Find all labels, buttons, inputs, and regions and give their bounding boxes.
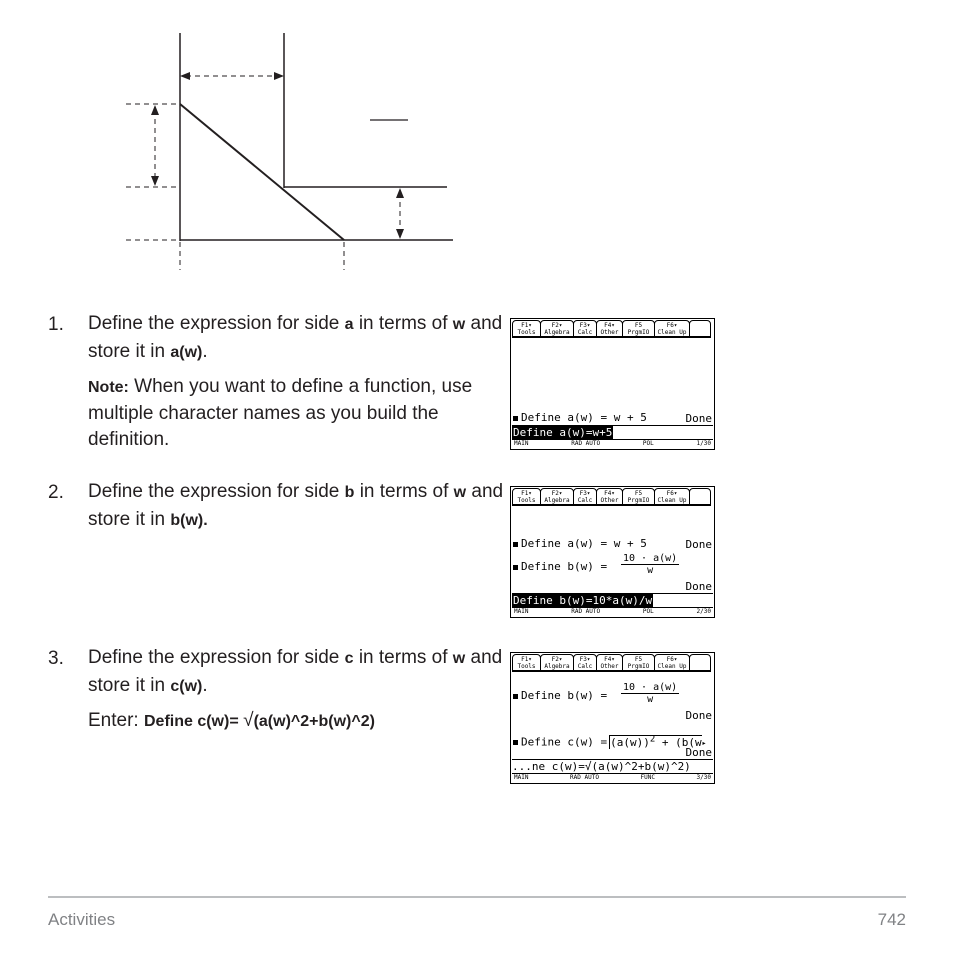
calculator-screen-3 (510, 652, 715, 784)
tab-f3-calc[interactable]: F3▾ Calc (573, 488, 597, 506)
step-3-number: 3. (48, 648, 64, 669)
status-bar: MAIN RAD AUTO POL 2/30 (514, 608, 711, 615)
step-3-text: Define the expression for side c in terms of w and store it in c(w). (88, 647, 503, 696)
triangle-diagram (120, 28, 460, 273)
footer-section: Activities (48, 910, 116, 929)
arrowhead-down-right (396, 229, 404, 239)
tab-f4-other[interactable]: F4▾ Other (596, 320, 623, 338)
sqrt-radical-icon: $(a(w))^2 + (b(w$ (610, 734, 702, 749)
tab-f4-other[interactable]: F4▾ Other (596, 488, 623, 506)
history-line-1: Define b(w) = (513, 690, 607, 702)
function-toolbar (512, 488, 713, 508)
tab-f2-algebra[interactable]: F2▾ Algebra (540, 488, 574, 506)
sqrt-symbol: √ (243, 710, 254, 731)
step-2-number: 2. (48, 482, 64, 503)
step-3-enter: Enter: Define c(w)= √(a(w)^2+b(w)^2) (88, 710, 375, 731)
status-bar: MAIN RAD AUTO POL 1/30 (514, 440, 711, 447)
scroll-right-icon: ▸ (701, 738, 707, 748)
calculator-screen-1 (510, 318, 715, 450)
tab-f2-algebra[interactable]: F2▾ Algebra (540, 320, 574, 338)
tab-f4-other[interactable]: F4▾ Other (596, 654, 623, 672)
tab-f3-calc[interactable]: F3▾ Calc (573, 654, 597, 672)
done-label-1: Done (685, 538, 712, 551)
page-number: 742 (877, 910, 906, 929)
done-label-2: Done (685, 746, 712, 759)
tab-f5-prgmio[interactable]: F5 PrgmIO (622, 654, 655, 672)
history-line-2: Define b(w) = (513, 561, 607, 573)
function-toolbar (512, 320, 713, 340)
step-1-note: Note: When you want to define a function, use multiple character names as you build the definition. (88, 376, 473, 450)
tab-f1-tools[interactable]: F1▾ Tools (512, 488, 541, 506)
diagonal-line (180, 104, 344, 240)
arrowhead-right (274, 72, 284, 80)
step-1-number: 1. (48, 314, 64, 335)
entry-line[interactable]: Define b(w)=10*a(w)/w (512, 593, 713, 608)
tab-f6-cleanup[interactable]: F6▾ Clean Up (654, 320, 690, 338)
entry-line[interactable]: ...ne c(w)=√(a(w)^2+b(w)^2) (512, 759, 713, 774)
arrowhead-down-left (151, 176, 159, 186)
tab-blank (689, 320, 711, 338)
arrowhead-up-left (151, 105, 159, 115)
arrowhead-left (180, 72, 190, 80)
tab-f6-cleanup[interactable]: F6▾ Clean Up (654, 654, 690, 672)
tab-f6-cleanup[interactable]: F6▾ Clean Up (654, 488, 690, 506)
tab-f1-tools[interactable]: F1▾ Tools (512, 320, 541, 338)
function-toolbar (512, 654, 713, 674)
history-line-2: Define $c(w) = (a(w))^2$ + (b(w▸ (513, 733, 706, 750)
history-line: Define a(w) = w + 5 (513, 412, 647, 424)
step-2-text: Define the expression for side b in terms of w and store it in b(w). (88, 481, 504, 530)
done-label-2: Done (685, 580, 712, 593)
step-1-text: Define the expression for side a in terms of w and store it in a(w). (88, 313, 503, 362)
tab-f2-algebra[interactable]: F2▾ Algebra (540, 654, 574, 672)
status-bar: MAIN RAD AUTO FUNC 3/30 (514, 774, 711, 781)
tab-f3-calc[interactable]: F3▾ Calc (573, 320, 597, 338)
footer-rule (48, 896, 906, 898)
done-label-1: Done (685, 709, 712, 722)
tab-f5-prgmio[interactable]: F5 PrgmIO (622, 320, 655, 338)
history-line-1: Define a(w) = w + 5 (513, 538, 647, 550)
fraction: $\frac{10 \cdot a(w)}{w}$ (623, 682, 678, 705)
arrowhead-up-right (396, 188, 404, 198)
done-label: Done (685, 412, 712, 425)
calculator-screen-2 (510, 486, 715, 618)
tab-f1-tools[interactable]: F1▾ Tools (512, 654, 541, 672)
tab-blank (689, 654, 711, 672)
tab-blank (689, 488, 711, 506)
entry-line[interactable]: Define a(w)=w+5 (512, 425, 713, 440)
fraction: $\frac{10 \cdot a(w)}{w}$ (623, 553, 678, 576)
tab-f5-prgmio[interactable]: F5 PrgmIO (622, 488, 655, 506)
